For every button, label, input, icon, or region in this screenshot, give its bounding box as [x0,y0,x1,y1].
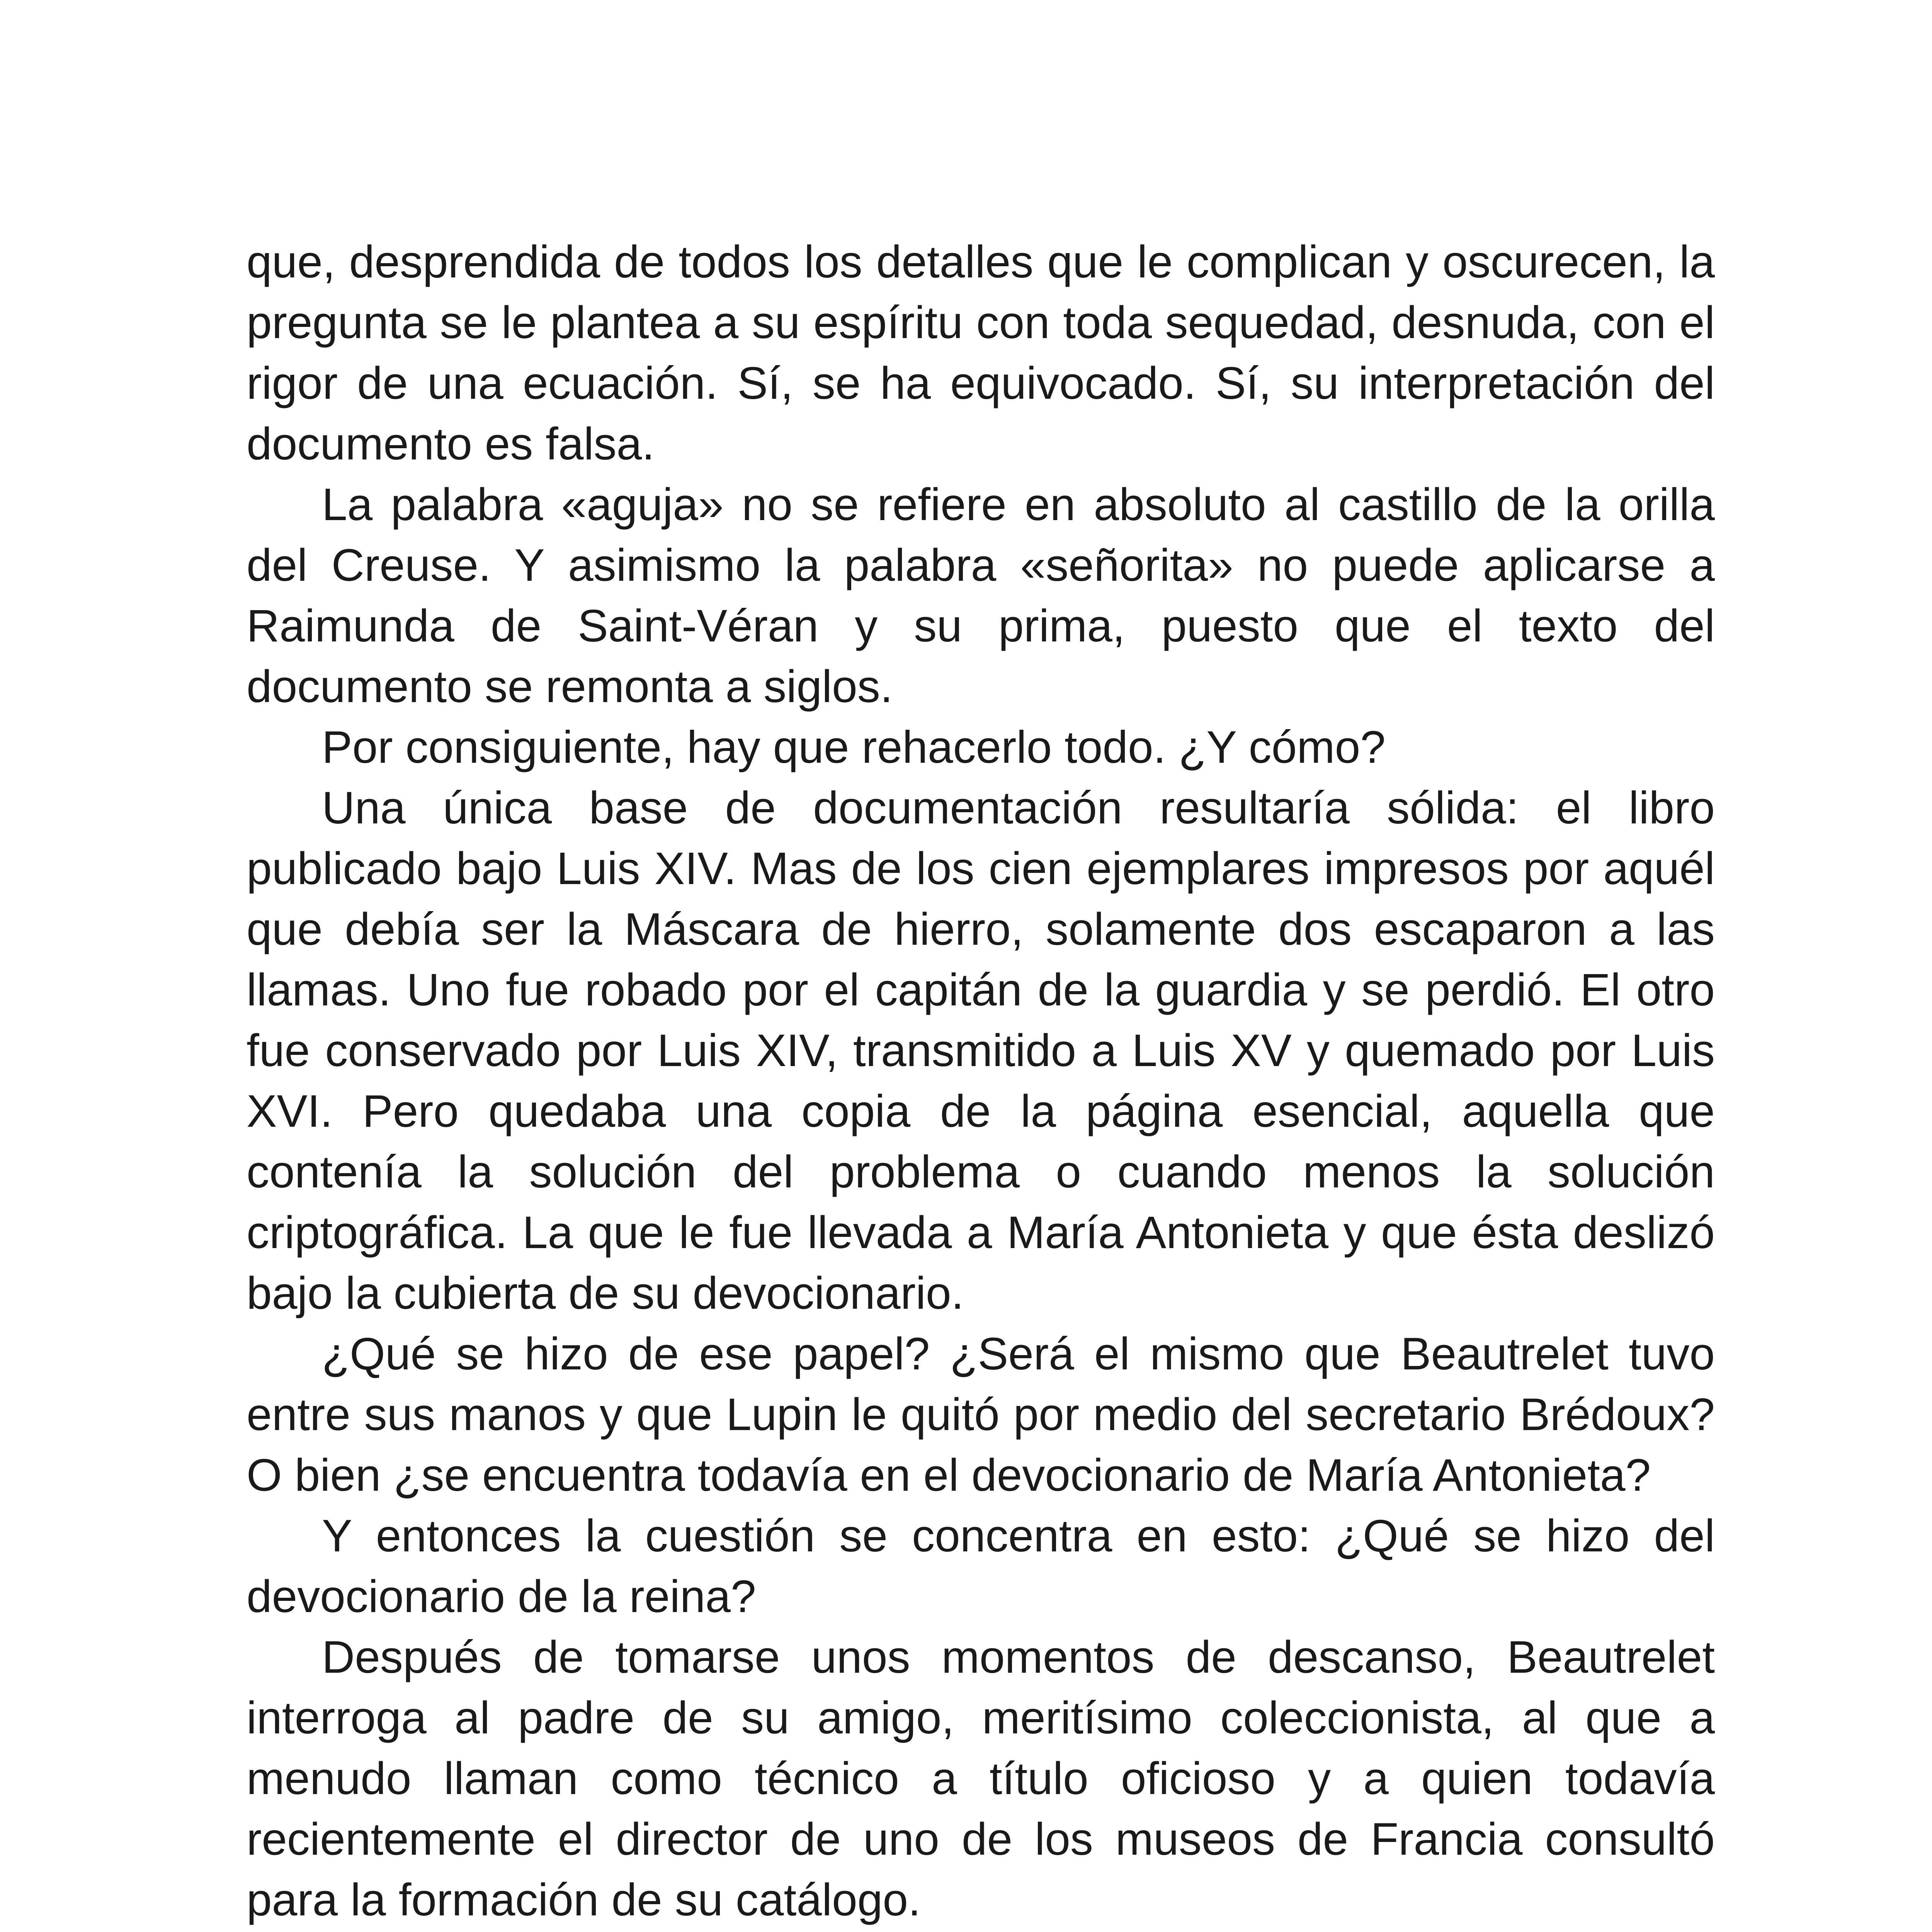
paragraph: que, desprendida de todos los detalles que le complican y oscurecen, la pregunta se le plantea a su espíritu con toda sequedad, desnuda, con el rigor de una ecuación. Sí, se ha equivocado. Sí, su interpretación del documento es falsa. [247,236,1715,469]
paragraph [247,1930,1715,1932]
paragraph: Y entonces la cuestión se concentra en esto: ¿Qué se hizo del devocionario de la reina? [247,1510,1715,1622]
paragraph: Después de tomarse unos momentos de descanso, Beautrelet interroga al padre de su amigo, meritísimo coleccionista, al que a menudo llaman como técnico a título oficioso y a quien todavía recientemente el director de uno de los museos de Francia consultó para la formación de su catálogo. [247,1632,1715,1925]
body-text [247,232,1715,1932]
paragraph: Por consiguiente, hay que rehacerlo todo. ¿Y cómo? [322,722,1386,773]
paragraph: Una única base de documentación resultaría sólida: el libro publicado bajo Luis XIV. Mas de los cien ejemplares impresos por aquél que debía ser la Máscara de hierro, solamente dos escaparon a las llamas. Uno fue robado por el capitán de la guardia y se perdió. El otro fue conservado por Luis XIV, transmitido a Luis XV y quemado por Luis XVI. Pero quedaba una copia de la página esencial, aquella que contenía la solución del problema o cuando menos la solución criptográfica. La que le fue llevada a María Antonieta y que ésta deslizó bajo la cubierta de su devocionario. [247,782,1715,1319]
paragraph: La palabra «aguja» no se refiere en absoluto al castillo de la orilla del Creuse. Y asimismo la palabra «señorita» no puede aplicarse a Raimunda de Saint-Véran y su prima, puesto que el texto del documento se remonta a siglos. [247,479,1715,712]
paragraph: ¿Qué se hizo de ese papel? ¿Será el mismo que Beautrelet tuvo entre sus manos y que Lupin le quitó por medio del secretario Brédoux? O bien ¿se encuentra todavía en el devocionario de María Antonieta? [247,1328,1715,1501]
